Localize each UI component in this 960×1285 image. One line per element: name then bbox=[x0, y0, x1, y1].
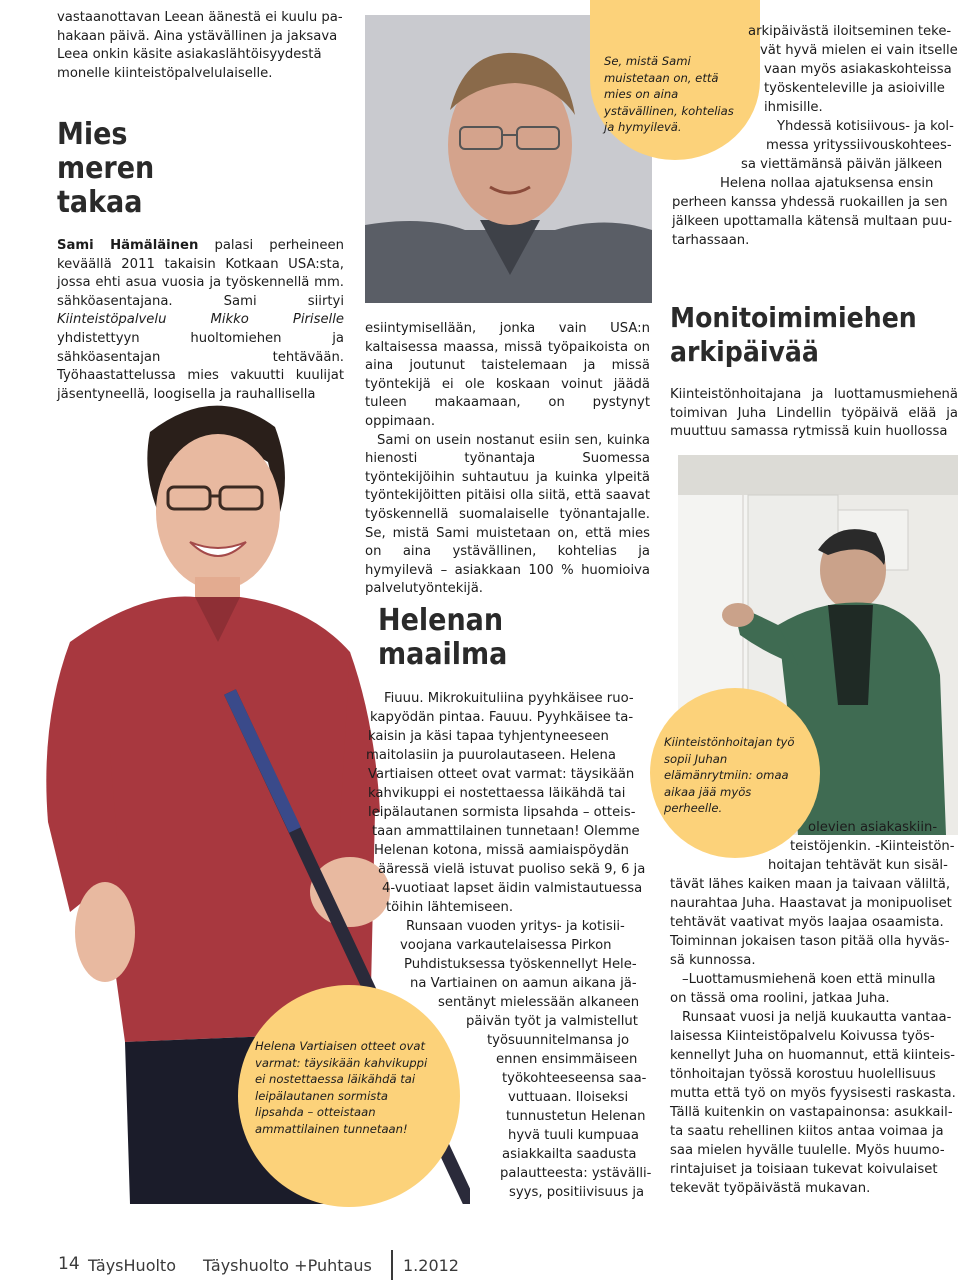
text-line: kapyödän pintaa. Fauuu. Pyyhkäisee ta- bbox=[370, 710, 634, 725]
text-line: syys, positiivisuus ja bbox=[509, 1185, 645, 1200]
text-line: hakaan päivä. Aina ystävällinen ja jaksava bbox=[57, 28, 338, 44]
text-line: ääressä vielä istuvat puoliso sekä 9, 6 ja bbox=[378, 862, 646, 877]
caption-juha: Kiinteistönhoitajan työ sopii Juhan elämänrytmiin: omaa aikaa jää myös perheelle. bbox=[664, 735, 795, 815]
footer bbox=[58, 1250, 478, 1280]
text-line: tunnustetun Helenan bbox=[506, 1109, 646, 1124]
paragraph: esiintymisellään, jonka vain USA:n kaltaisessa maassa, missä työpaikoista on aina joutunut taistelemaan ja missä työntekijä ei ole koskaan voinut jäädä tuleen makaamaan, on pystynyt oppimaan. bbox=[365, 321, 650, 429]
text-line: maitolasiin ja puurolautaseen. Helena bbox=[366, 748, 616, 763]
heading-monitoimimiehen-arkipaivaa: Monitoimimiehen arkipäivää bbox=[670, 301, 917, 368]
text-line: Runsaan vuoden yritys- ja kotisii- bbox=[406, 919, 625, 934]
footer-issue: 1.2012 bbox=[403, 1256, 459, 1275]
text-line: kahvikuppi ei nostettaessa läikähdä tai bbox=[368, 786, 626, 801]
footer-divider bbox=[391, 1250, 393, 1280]
text-line: päivän työt ja valmistellut bbox=[466, 1014, 638, 1029]
text-line: Vartiaisen otteet ovat varmat: täysikään bbox=[368, 767, 635, 782]
text-line: vuttuaan. Iloiseksi bbox=[508, 1090, 629, 1105]
text-line: töihin lähtemiseen. bbox=[386, 900, 514, 915]
paragraph: Sami on usein nostanut esiin sen, kuinka hienosti työnantaja Suomessa työntekijöihin suhtautuu ja kuinka ylpeitä työntekijöitten pitäisi olla siitä, että saavat työskennellä suomalaiselle työnantajalle. Se, mistä Sami muistetaan on, että mies on aina ystävällinen, kohtelias ja hymyilevä – asiakkaan 100 % huomioiva palvelutyöntekijä. bbox=[365, 432, 650, 597]
text-line: leipälautanen sormista lipsahda – otteis- bbox=[368, 805, 636, 820]
text-line: asiakkailta saadusta bbox=[502, 1147, 637, 1162]
col1-intro bbox=[57, 9, 347, 83]
caption-sami: Se, mistä Sami muistetaan on, että mies on aina ystävällinen, kohtelias ja hymyilevä. bbox=[604, 54, 734, 134]
text-line: kaisin ja käsi tapaa tyhjentyneeseen bbox=[368, 729, 609, 744]
text-line: työsuunnitelmansa jo bbox=[487, 1033, 630, 1048]
text-line: Puhdistuksessa työskennellyt Hele- bbox=[404, 957, 637, 972]
text-line: Helenan kotona, missä aamiaispöydän bbox=[374, 843, 629, 858]
col3-lead: Kiinteistönhoitajana ja luottamusmiehenä toimivan Juha Lindellin työpäivä elää ja muuttuu samassa rytmissä kuin huollossa bbox=[670, 387, 958, 440]
footer-brand: TäysHuolto bbox=[88, 1256, 176, 1275]
caption-helena: Helena Vartiaisen otteet ovat varmat: täysikään kahvikuppi ei nostettaessa läikähdä tai leipälautanen sormista lipsahda – otteistaan ammattilainen tunnetaan! bbox=[255, 1039, 428, 1136]
text-line: taan ammattilainen tunnetaan! Olemme bbox=[372, 824, 640, 839]
text-line: na Vartiainen on aamun aikana jä- bbox=[410, 976, 637, 991]
text-line: vastaanottavan Leean äänestä ei kuulu pa- bbox=[57, 10, 343, 25]
footer-magazine: Täyshuolto +Puhtaus bbox=[203, 1256, 372, 1275]
col1-paragraph: Sami Hämäläinen palasi perheineen keväällä 2011 takaisin Kotkaan USA:sta, jossa ehti asua vuosia ja työskennellä mm. sähköasentajana. Sami siirtyi Kiinteistöpalvelu Mikko Piriselle yhdistettyyn huoltomiehen ja sähköasentajan tehtävään. Työhaastattelussa mies vakuutti kuulijat jäsentyneellä, loogisella ja rauhallisella bbox=[57, 238, 344, 402]
page-number: 14 bbox=[58, 1254, 80, 1274]
text-line: Fiuuu. Mikrokuituliina pyyhkäisee ruo- bbox=[384, 691, 634, 706]
text-line: palautteesta: ystävälli- bbox=[500, 1166, 652, 1181]
heading-mies-meren-takaa: Mies meren takaa bbox=[57, 117, 155, 220]
company-name: Kiinteistöpalvelu Mikko Piriselle bbox=[57, 312, 344, 328]
col2-paragraphs bbox=[365, 320, 650, 599]
text-line: 4-vuotiaat lapset äidin valmistautuessa bbox=[382, 881, 643, 896]
text-line: sentänyt mielessään alkaneen bbox=[438, 995, 640, 1010]
text-line: työkohteeseensa saa- bbox=[502, 1071, 647, 1086]
text-line: monelle kiinteistöpalvelulaiselle. bbox=[57, 65, 273, 81]
heading-helenan-maailma: Helenan maailma bbox=[378, 603, 508, 672]
text-line: Leea onkin käsite asiakaslähtöisyydestä bbox=[57, 47, 322, 63]
text-line: hyvä tuuli kumpuaa bbox=[508, 1128, 639, 1143]
person-name: Sami Hämäläinen bbox=[57, 238, 199, 253]
text-line: voojana varkautelaisessa Pirkon bbox=[400, 938, 612, 953]
text-line: ennen ensimmäiseen bbox=[496, 1052, 638, 1067]
